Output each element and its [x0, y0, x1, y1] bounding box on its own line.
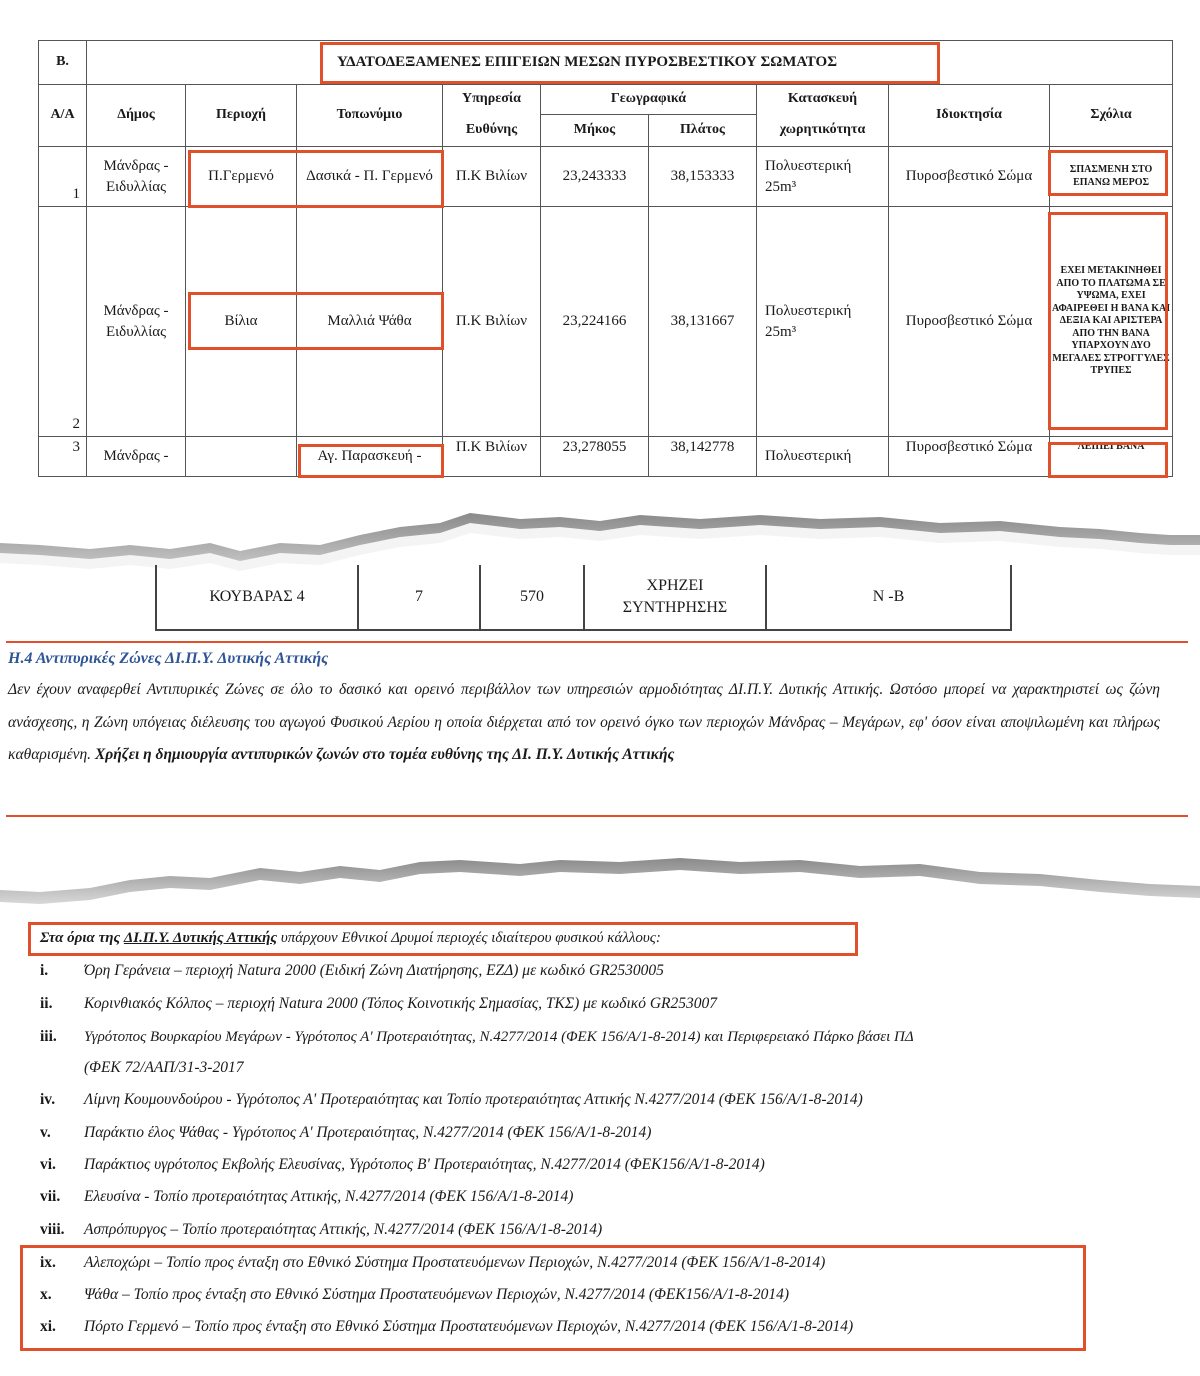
- list-item: [40, 1286, 789, 1304]
- header-ypiresia-2: Ευθύνης: [443, 115, 541, 147]
- list-item-number: iv.: [40, 1091, 56, 1108]
- list-item-number: v.: [40, 1124, 51, 1141]
- fragment-cell: 570: [480, 565, 584, 630]
- header-kataskevi: Κατασκευή: [757, 85, 889, 115]
- cell-toponymio: Μαλλιά Ψάθα: [297, 207, 443, 437]
- red-rule-bottom: [6, 815, 1188, 817]
- header-idioktisia: Ιδιοκτησία: [889, 85, 1050, 147]
- header-scholia: Σχόλια: [1050, 85, 1173, 147]
- cell-ypiresia: Π.Κ Βιλίων: [443, 207, 541, 437]
- list-item-text: Παράκτιο έλος Ψάθας - Υγρότοπος Α' Προτεραιότητας, Ν.4277/2014 (ΦΕΚ 156/Α/1-8-2014): [84, 1124, 652, 1141]
- list-item: [40, 962, 664, 980]
- list-item: [40, 995, 717, 1013]
- cell-kataskevi: Πολυεστερική 25m³: [757, 207, 889, 437]
- list-item: [40, 1091, 863, 1109]
- list-item-continuation: (ΦΕΚ 72/ΑΑΠ/31-3-2017: [84, 1059, 244, 1076]
- list-item-text: Αλεποχώρι – Τοπίο προς ένταξη στο Εθνικό Σύστημα Προστατευόμενων Περιοχών, Ν.4277/2014 (ΦΕΚ 156/Α/1-8-2014): [84, 1254, 826, 1271]
- table-row: [39, 437, 1173, 477]
- header-periochi: Περιοχή: [186, 85, 297, 147]
- header-toponymio: Τοπωνύμιο: [297, 85, 443, 147]
- cell-ypiresia: Π.Κ Βιλίων: [443, 147, 541, 207]
- list-item: [40, 1318, 853, 1336]
- cell-scholia: ΣΠΑΣΜΕΝΗ ΣΤΟ ΕΠΑΝΩ ΜΕΡΟΣ: [1050, 147, 1173, 207]
- list-item-number: ix.: [40, 1254, 56, 1271]
- red-rule-top: [6, 641, 1188, 643]
- cell-periochi: Βίλια: [186, 207, 297, 437]
- section-label: Β.: [39, 41, 87, 85]
- paragraph-bold-text: Χρήζει η δημιουργία αντιπυρικών ζωνών στο τομέα ευθύνης της ΔΙ. Π.Υ. Δυτικής Αττικής: [94, 746, 675, 763]
- list-item: [40, 1254, 825, 1272]
- list-item-number: xi.: [40, 1318, 56, 1335]
- section-paragraph: [8, 674, 1160, 772]
- intro-underline: ΔΙ.Π.Υ. Δυτικής Αττικής: [123, 930, 278, 946]
- list-item-text: Κορινθιακός Κόλπος – περιοχή Natura 2000 (Τόπος Κοινοτικής Σημασίας, ΤΚΣ) με κωδικό GR253007: [84, 995, 718, 1012]
- cell-idioktisia: Πυροσβεστικό Σώμα: [889, 147, 1050, 207]
- list-item: [40, 1221, 602, 1239]
- cell-dimos: Μάνδρας - Ειδυλλίας: [87, 147, 186, 207]
- list-item: [40, 1124, 651, 1142]
- cell-scholia: ΛΕΙΠΕΙ ΒΑΝΑ: [1050, 437, 1173, 477]
- list-item-number: vi.: [40, 1156, 56, 1173]
- cell-toponymio: Αγ. Παρασκευή -: [297, 437, 443, 477]
- list-item-text: Όρη Γεράνεια – περιοχή Natura 2000 (Ειδική Ζώνη Διατήρησης, ΕΖΔ) με κωδικό GR2530005: [84, 962, 664, 979]
- water-tanks-table: [38, 40, 1173, 477]
- fragment-cell: 7: [358, 565, 480, 630]
- header-geo: Γεωγραφικά: [541, 85, 757, 115]
- cell-kataskevi: Πολυεστερική 25m³: [757, 147, 889, 207]
- cell-platos: 38,153333: [649, 147, 757, 207]
- list-item: [40, 1156, 765, 1174]
- header-dimos: Δήμος: [87, 85, 186, 147]
- header-platos: Πλάτος: [649, 115, 757, 147]
- table-row: [39, 147, 1173, 207]
- cell-idioktisia: Πυροσβεστικό Σώμα: [889, 207, 1050, 437]
- intro-bold: Στα όρια της: [40, 930, 121, 946]
- cell-ypiresia: Π.Κ Βιλίων: [443, 437, 541, 477]
- torn-paper-divider: [0, 850, 1200, 930]
- list-item-number: i.: [40, 962, 49, 979]
- cell-platos: 38,142778: [649, 437, 757, 477]
- header-kataskevi-2: χωρητικότητα: [757, 115, 889, 147]
- cell-periochi: [186, 437, 297, 477]
- list-item-text: Ελευσίνα - Τοπίο προτεραιότητας Αττικής, Ν.4277/2014 (ΦΕΚ 156/Α/1-8-2014): [84, 1188, 574, 1205]
- paragraph-text: Δεν έχουν αναφερθεί Αντιπυρικές Ζώνες σε όλο το δασικό και ορεινό περιβάλλον των υπηρεσιών αρμοδιότητας ΔΙ.Π.Υ. Δυτικής Αττικής. Ωστόσο μπορεί να χαρακτηριστεί ως ζώνη ανάσχεσης, η Ζώνη υπόγειας διέλευσης του αγωγού Φυσικού Αερίου η οποία διέρχεται από τον ορεινό όγκο των περιοχών Μάνδρας – Μεγάρων, εφ' όσον είναι αποψιλωμένη και πλήρως καθαρισμένη.: [8, 681, 1160, 763]
- header-mikos: Μήκος: [541, 115, 649, 147]
- cell-toponymio: Δασικά - Π. Γερμενό: [297, 147, 443, 207]
- cell-scholia: ΕΧΕΙ ΜΕΤΑΚΙΝΗΘΕΙ ΑΠΟ ΤΟ ΠΛΑΤΩΜΑ ΣΕ ΥΨΩΜΑ, ΕΧΕΙ ΑΦΑΙΡΕΘΕΙ Η ΒΑΝΑ ΚΑΙ ΔΕΞΙΑ ΚΑΙ ΑΡΙΣΤΕΡΑ ΑΠΟ ΤΗΝ ΒΑΝΑ ΥΠΑΡΧΟΥΝ ΔΥΟ ΜΕΓΑΛΕΣ ΣΤΡΟΓΓΥΛΕΣ ΤΡΥΠΕΣ: [1050, 207, 1173, 437]
- cell-mikos: 23,243333: [541, 147, 649, 207]
- cell-dimos: Μάνδρας -: [87, 437, 186, 477]
- cell-idioktisia: Πυροσβεστικό Σώμα: [889, 437, 1050, 477]
- list-item-number: iii.: [40, 1028, 57, 1045]
- cell-platos: 38,131667: [649, 207, 757, 437]
- list-item: [40, 1188, 573, 1206]
- cell-mikos: 23,278055: [541, 437, 649, 477]
- list-item-text: Λίμνη Κουμουνδούρου - Υγρότοπος Α' Προτεραιότητας και Τοπίο προτεραιότητας Αττικής Ν.4277/2014 (ΦΕΚ 156/Α/1-8-2014): [84, 1091, 863, 1108]
- section-heading: Η.4 Αντιπυρικές Ζώνες ΔΙ.Π.Υ. Δυτικής Αττικής: [8, 650, 329, 667]
- list-item-number: vii.: [40, 1188, 61, 1205]
- cell-aa: 1: [39, 147, 87, 207]
- cell-dimos: Μάνδρας - Ειδυλλίας: [87, 207, 186, 437]
- cell-mikos: 23,224166: [541, 207, 649, 437]
- list-item-text: Ασπρόπυργος – Τοπίο προτεραιότητας Αττικής, Ν.4277/2014 (ΦΕΚ 156/Α/1-8-2014): [84, 1221, 603, 1238]
- list-item-text: Παράκτιος υγρότοπος Εκβολής Ελευσίνας, Υγρότοπος Β' Προτεραιότητας, Ν.4277/2014 (ΦΕΚ156/Α/1-8-2014): [84, 1156, 765, 1173]
- table-row: [39, 207, 1173, 437]
- list-item-text: Ψάθα – Τοπίο προς ένταξη στο Εθνικό Σύστημα Προστατευόμενων Περιοχών, Ν.4277/2014 (ΦΕΚ156/Α/1-8-2014): [84, 1286, 790, 1303]
- fragment-cell: Ν -Β: [766, 565, 1011, 630]
- fragment-cell: ΧΡΗΖΕΙ ΣΥΝΤΗΡΗΣΗΣ: [584, 565, 766, 630]
- cell-periochi: Π.Γερμενό: [186, 147, 297, 207]
- header-aa: Α/Α: [39, 85, 87, 147]
- cell-aa: 3: [39, 437, 87, 477]
- list-intro: [40, 930, 661, 947]
- table-title: ΥΔΑΤΟΔΕΞΑΜΕΝΕΣ ΕΠΙΓΕΙΩΝ ΜΕΣΩΝ ΠΥΡΟΣΒΕΣΤΙΚΟΥ ΣΩΜΑΤΟΣ: [87, 41, 1173, 85]
- table-fragment: [155, 565, 1012, 631]
- list-item: [40, 1028, 914, 1046]
- intro-rest: υπάρχουν Εθνικοί Δρυμοί περιοχές ιδιαίτερου φυσικού κάλλους:: [277, 930, 661, 946]
- cell-aa: 2: [39, 207, 87, 437]
- fragment-cell: ΚΟΥΒΑΡΑΣ 4: [156, 565, 358, 630]
- list-item-text: Πόρτο Γερμενό – Τοπίο προς ένταξη στο Εθνικό Σύστημα Προστατευόμενων Περιοχών, Ν.4277/2014 (ΦΕΚ 156/Α/1-8-2014): [84, 1318, 854, 1335]
- list-item-text: Υγρότοπος Βουρκαρίου Μεγάρων - Υγρότοπος Α' Προτεραιότητας, Ν.4277/2014 (ΦΕΚ 156/Α/1-8-2014) και Περιφερειακό Πάρκο βάσει ΠΔ: [84, 1029, 914, 1045]
- list-item-number: ii.: [40, 995, 53, 1012]
- cell-kataskevi: Πολυεστερική: [757, 437, 889, 477]
- header-ypiresia: Υπηρεσία: [443, 85, 541, 115]
- list-item-number: viii.: [40, 1221, 65, 1238]
- list-item-number: x.: [40, 1286, 52, 1303]
